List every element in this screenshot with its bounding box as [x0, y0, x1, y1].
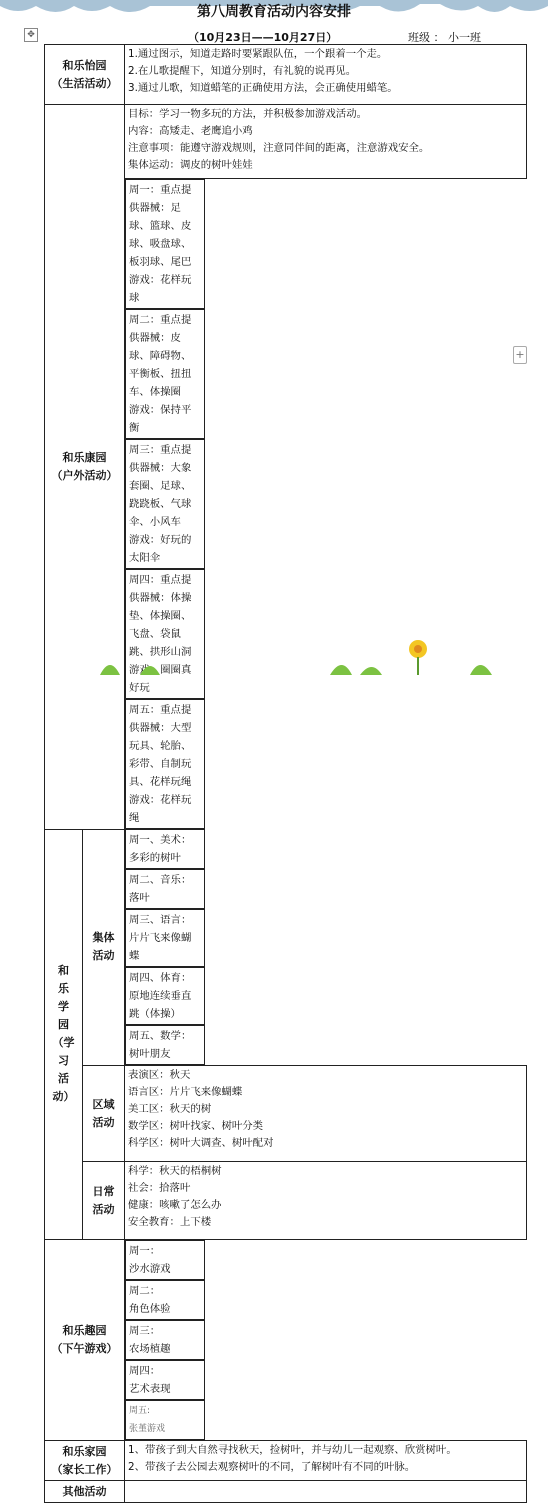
learning-group-label: 集体 活动: [83, 829, 125, 1066]
life-item: 3.通过儿歌，知道蜡笔的正确使用方法，会正确使用蜡笔。: [128, 82, 398, 94]
learning-daily-label: 日常 活动: [83, 1162, 125, 1240]
section-life-label: 和乐怡园 （生活活动）: [45, 45, 125, 105]
section-afternoon-label: 和乐趣园 （下午游戏）: [45, 1240, 125, 1441]
move-handle-icon[interactable]: ✥: [24, 28, 38, 42]
daily-item: 社会：拾落叶: [128, 1182, 191, 1194]
outdoor-day-fri: 周五：重点提供器械：大型玩具、轮胎、彩带、自制玩具、花样玩绳 游戏：花样玩绳: [125, 699, 205, 829]
section-learning-label: 和 乐 学 园 （学 习 活 动）: [45, 829, 83, 1240]
section-outdoor-label: 和乐康园 （户外活动）: [45, 105, 125, 830]
life-item: 2.在儿歌提醒下，知道分别时，有礼貌的说再见。: [128, 65, 357, 77]
section-family-content: [125, 1441, 527, 1481]
section-other-label: 其他活动: [45, 1481, 125, 1503]
afternoon-mon: 周一： 沙水游戏: [125, 1240, 205, 1280]
daily-item: 安全教育：上下楼: [128, 1216, 212, 1228]
date-range: （10月23日——10月27日）: [188, 31, 338, 44]
area-item: 数学区：树叶找家、树叶分类: [128, 1120, 264, 1132]
family-item: 2、带孩子去公园去观察树叶的不同，了解树叶有不同的叶脉。: [128, 1461, 416, 1473]
learning-group-thu: 周四、体育：原地连续垂直跳（体操）: [125, 967, 205, 1025]
learning-areas-content: [125, 1066, 527, 1162]
section-outdoor-overview: [125, 105, 527, 179]
section-family-label: 和乐家园 （家长工作）: [45, 1441, 125, 1481]
outdoor-day-mon: 周一：重点提供器械：足球、篮球、皮球、吸盘球、板羽球、尾巴 游戏：花样玩球: [125, 179, 205, 309]
outdoor-notes: 注意事项：能遵守游戏规则，注意同伴间的距离，注意游戏安全。: [128, 142, 430, 154]
learning-areas-label: 区域 活动: [83, 1066, 125, 1162]
daily-item: 科学：秋天的梧桐树: [128, 1165, 222, 1177]
family-item: 1、带孩子到大自然寻找秋天，捡树叶，并与幼儿一起观察、欣赏树叶。: [128, 1444, 457, 1456]
section-life-content: [125, 45, 527, 105]
class-label: 班级 ： 小一班: [408, 31, 481, 44]
area-item: 美工区：秋天的树: [128, 1103, 212, 1115]
grass-flower-decoration: [0, 625, 548, 675]
learning-group-mon: 周一、美术：多彩的树叶: [125, 829, 205, 869]
outdoor-day-thu: 周四：重点提供器械：体操垫、体操圈、飞盘、袋鼠跳、拱形山洞 游戏：圈圈真好玩: [125, 569, 205, 699]
section-other-content: [125, 1481, 527, 1503]
outdoor-day-wed: 周三：重点提供器械：大象套圈、足球、跷跷板、气球伞、小风车 游戏：好玩的太阳伞: [125, 439, 205, 569]
add-column-icon[interactable]: +: [513, 346, 527, 364]
afternoon-fri: 周五: 张堇游戏: [125, 1400, 205, 1440]
life-item: 1.通过图示，知道走路时要紧跟队伍，一个跟着一个走。: [128, 48, 388, 60]
learning-group-tue: 周二、音乐：落叶: [125, 869, 205, 909]
outdoor-group-game: 集体运动：调皮的树叶娃娃: [128, 159, 253, 171]
learning-group-fri: 周五、数学：树叶朋友: [125, 1025, 205, 1065]
area-item: 语言区：片片飞来像蝴蝶: [128, 1086, 243, 1098]
page-title: 第八周教育活动内容安排: [197, 4, 351, 20]
outdoor-goal: 目标：学习一物多玩的方法，并积极参加游戏活动。: [128, 108, 367, 120]
afternoon-tue: 周二： 角色体验: [125, 1280, 205, 1320]
area-item: 表演区：秋天: [128, 1069, 191, 1081]
afternoon-wed: 周三： 农场植趣: [125, 1320, 205, 1360]
outdoor-content: 内容：高矮走、老鹰追小鸡: [128, 125, 253, 137]
daily-item: 健康：咳嗽了怎么办: [128, 1199, 222, 1211]
area-item: 科学区：树叶大调查、树叶配对: [128, 1137, 274, 1149]
afternoon-thu: 周四： 艺术表现: [125, 1360, 205, 1400]
learning-daily-content: [125, 1162, 527, 1240]
weekly-plan-table: [44, 44, 527, 1503]
outdoor-day-tue: 周二：重点提供器械：皮球、障碍物、平衡板、扭扭车、体操圈 游戏：保持平衡: [125, 309, 205, 439]
learning-group-wed: 周三、语言：片片飞来像蝴蝶: [125, 909, 205, 967]
